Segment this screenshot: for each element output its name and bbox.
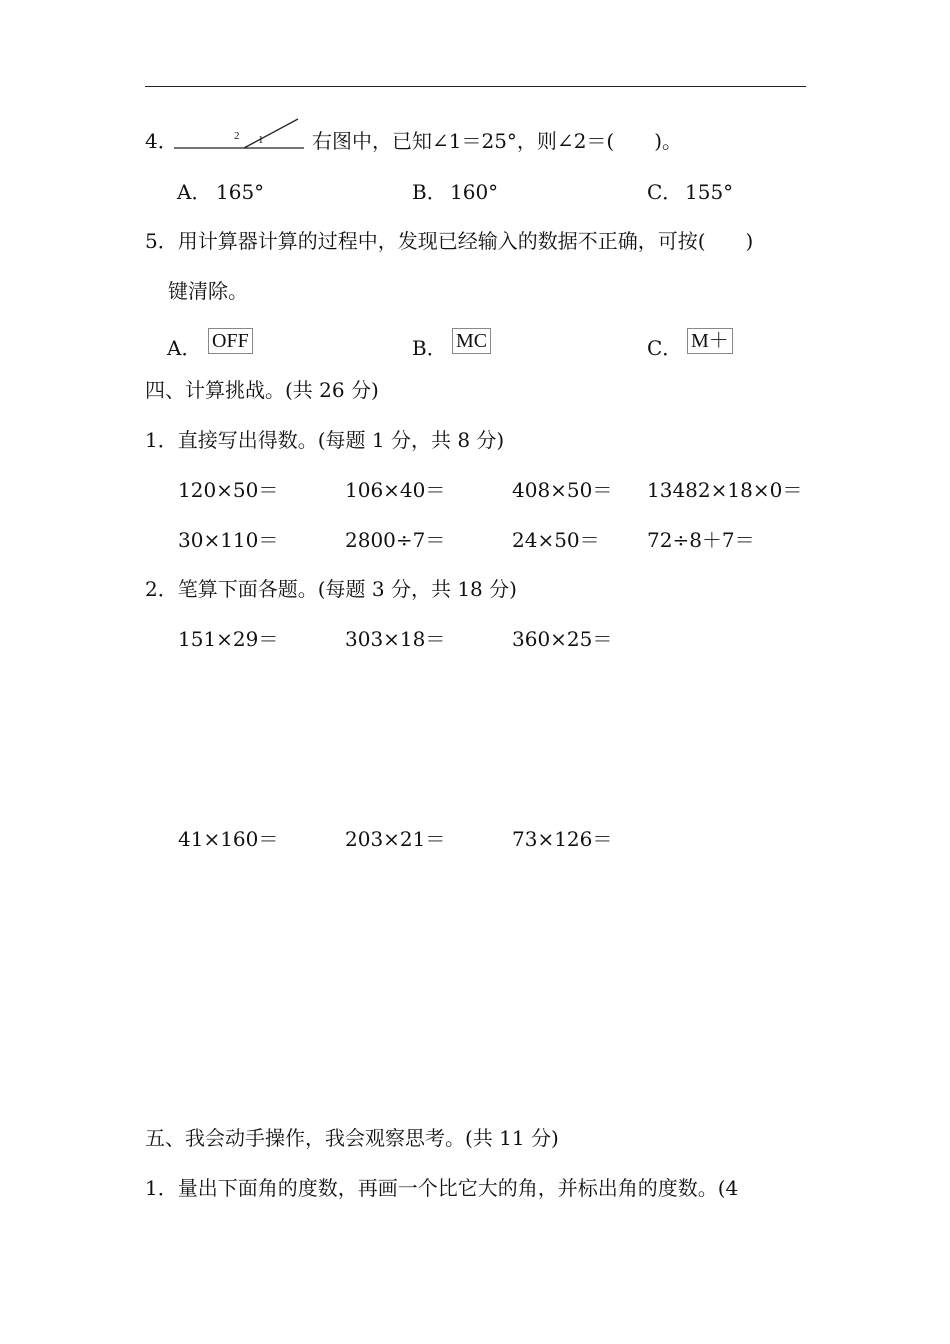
q4-option-c-letter: C． [647, 180, 683, 204]
mc-key: MC [452, 328, 491, 354]
q4-option-c-text: 155° [685, 180, 734, 204]
q4-number: 4． [145, 129, 178, 153]
m-plus-key: M＋ [687, 328, 733, 354]
angle-label-1: 1 [258, 134, 264, 146]
written-calc-item: 73×126＝ [512, 827, 613, 851]
header-rule [145, 86, 806, 87]
written-calc-item: 203×21＝ [345, 827, 446, 851]
section4-part2-title: 2．笔算下面各题。(每题 3 分，共 18 分) [145, 577, 517, 601]
section4-part1-title: 1．直接写出得数。(每题 1 分，共 8 分) [145, 428, 505, 452]
q4-option-b-letter: B． [412, 180, 447, 204]
oral-calc-item: 408×50＝ [512, 478, 613, 502]
angle-diagram [172, 116, 307, 152]
oral-calc-item: 13482×18×0＝ [647, 478, 803, 502]
written-calc-item: 360×25＝ [512, 627, 613, 651]
oral-calc-item: 72÷8＋7＝ [647, 528, 755, 552]
q5-option-a-letter: A． [167, 336, 202, 360]
off-key: OFF [208, 328, 253, 354]
q5-line2: 键清除。 [168, 279, 248, 303]
oral-calc-item: 120×50＝ [178, 478, 279, 502]
q4-option-a-text: 165° [216, 180, 265, 204]
oral-calc-item: 30×110＝ [178, 528, 279, 552]
oral-calc-item: 106×40＝ [345, 478, 446, 502]
oral-calc-item: 24×50＝ [512, 528, 600, 552]
q5-option-b-letter: B． [412, 336, 447, 360]
section5-part1-text: 1．量出下面角的度数，再画一个比它大的角，并标出角的度数。(4 [145, 1176, 739, 1200]
q5-line1: 5．用计算器计算的过程中，发现已经输入的数据不正确，可按( ) [145, 229, 754, 253]
angle-label-2: 2 [234, 130, 240, 142]
section5-title: 五、我会动手操作，我会观察思考。(共 11 分) [145, 1126, 559, 1150]
section4-title: 四、计算挑战。(共 26 分) [145, 378, 379, 402]
q4-text: 右图中，已知∠1＝25°，则∠2＝( )。 [312, 129, 683, 153]
angle-figure [172, 116, 307, 152]
oral-calc-item: 2800÷7＝ [345, 528, 446, 552]
written-calc-item: 151×29＝ [178, 627, 279, 651]
q4-option-a-letter: A． [177, 180, 212, 204]
written-calc-item: 41×160＝ [178, 827, 279, 851]
written-calc-item: 303×18＝ [345, 627, 446, 651]
q5-option-c-letter: C． [647, 336, 683, 360]
q4-option-b-text: 160° [450, 180, 499, 204]
